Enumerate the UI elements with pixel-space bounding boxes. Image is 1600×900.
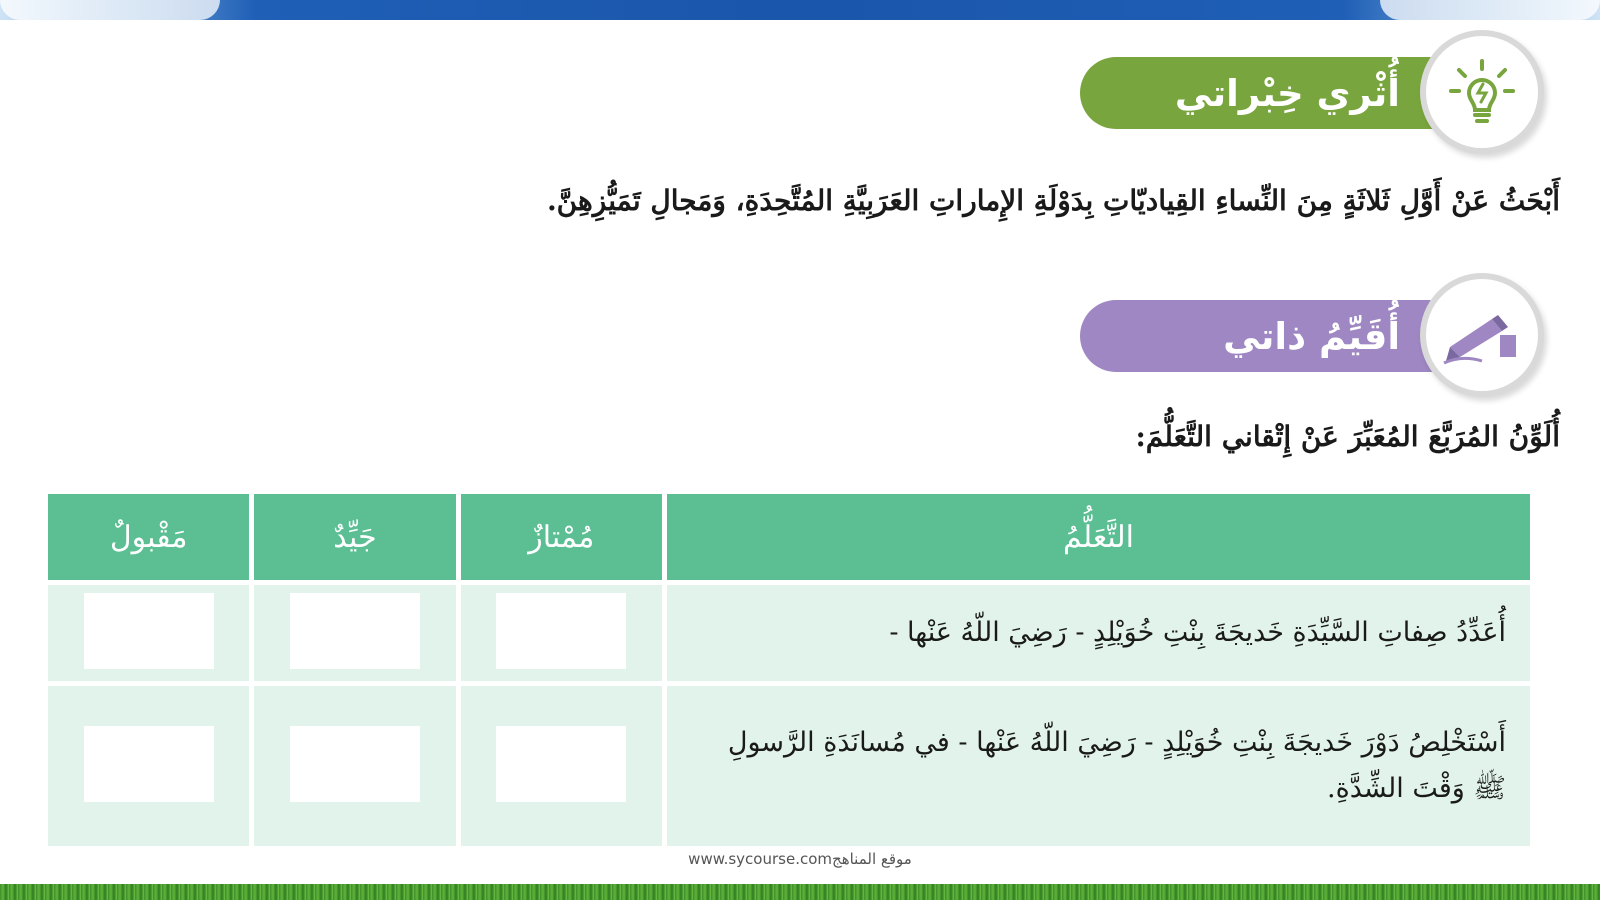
header-good: جَيِّدٌ <box>254 494 455 580</box>
enrich-title: أُثْري خِبْراتي <box>1174 71 1400 115</box>
grass-strip <box>0 884 1600 900</box>
table-row <box>48 585 1530 681</box>
rating-box-acceptable[interactable] <box>84 593 214 669</box>
rating-box-good[interactable] <box>290 593 420 669</box>
self-evaluation-title: أُقَيِّمُ ذاتي <box>1223 314 1400 358</box>
self-evaluation-badge <box>1420 273 1544 397</box>
enrich-badge <box>1420 30 1544 154</box>
header-acceptable: مَقْبولٌ <box>48 494 249 580</box>
good-cell <box>254 585 455 681</box>
table-header-row <box>48 494 1530 580</box>
cloud-decoration <box>0 0 220 20</box>
self-evaluation-section-header <box>1080 273 1550 397</box>
table-row <box>48 686 1530 846</box>
good-cell <box>254 686 455 846</box>
rating-box-good[interactable] <box>290 726 420 802</box>
header-learning: التَّعَلُّمُ <box>667 494 1530 580</box>
excellent-cell <box>461 585 662 681</box>
criterion-cell: أُعَدِّدُ صِفاتِ السَّيِّدَةِ خَديجَةَ بِنْتِ خُوَيْلِدٍ - رَضِيَ اللّهُ عَنْها - <box>667 585 1530 681</box>
task-text: أَبْحَثُ عَنْ أَوَّلِ ثَلاثَةٍ مِنَ النِّساءِ القِياديّاتِ بِدَوْلَةِ الإِماراتِ العَرَبِيَّةِ المُتَّحِدَةِ، وَمَجالِ تَمَيُّزِهِنَّ. <box>546 184 1560 217</box>
rating-box-excellent[interactable] <box>496 726 626 802</box>
rating-box-excellent[interactable] <box>496 593 626 669</box>
criterion-cell: أَسْتَخْلِصُ دَوْرَ خَديجَةَ بِنْتِ خُوَيْلِدٍ - رَضِيَ اللّهُ عَنْها - في مُسانَدَةِ الرَّسولِ ﷺ وَقْتَ الشِّدَّةِ. <box>667 686 1530 846</box>
rating-box-acceptable[interactable] <box>84 726 214 802</box>
pen-writing-icon <box>1442 305 1522 365</box>
acceptable-cell <box>48 585 249 681</box>
instruction-text: أُلَوِّنُ المُرَبَّعَ المُعَبِّرَ عَنْ إِتْقاني التَّعَلُّمَ: <box>1135 420 1560 453</box>
acceptable-cell <box>48 686 249 846</box>
footer-watermark: www.sycourse.comموقع المناهج <box>688 850 912 868</box>
header-excellent: مُمْتازٌ <box>461 494 662 580</box>
cloud-decoration <box>1380 0 1600 20</box>
excellent-cell <box>461 686 662 846</box>
enrich-section-header <box>1080 30 1550 154</box>
self-evaluation-table <box>43 489 1535 851</box>
sky-banner <box>0 0 1600 20</box>
lightbulb-icon <box>1447 57 1517 127</box>
